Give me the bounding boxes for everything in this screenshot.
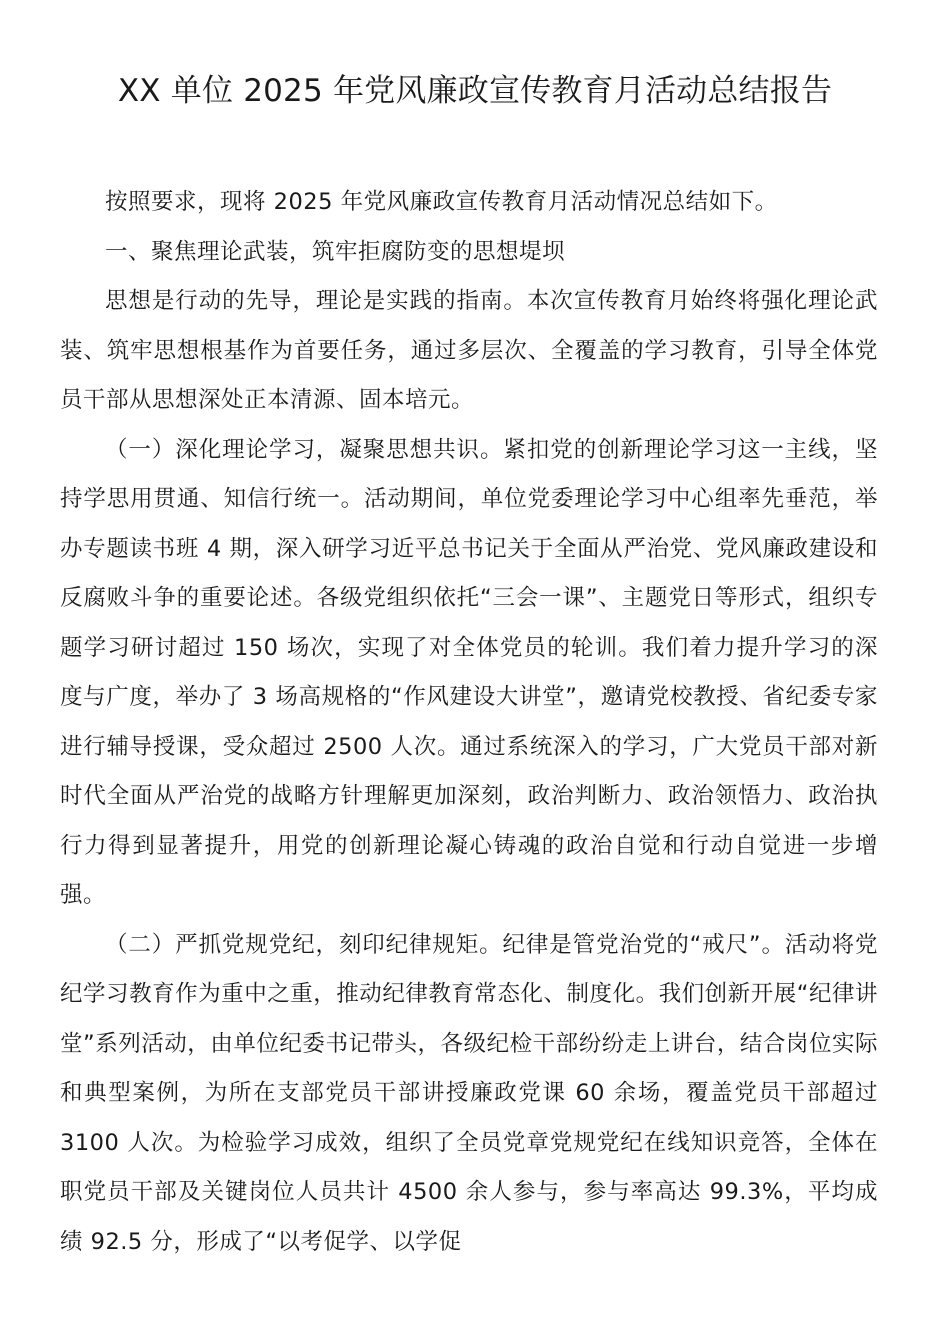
section-heading-1: 一、聚焦理论武装，筑牢拒腐防变的思想堤坝 xyxy=(105,238,566,265)
subsection-1-paragraph: （一）深化理论学习，凝聚思想共识。紧扣党的创新理论学习这一主线，坚持学思用贯通、知信行统一。活动期间，单位党委理论学习中心组率先垂范，举办专题读书班 4 期，深入研学习近平总书记关于全面从严治党、党风廉政建设和反腐败斗争的重要论述。各级党组织依托“三会一课”、主题党日等形式，组织专题学习研讨超过 150 场次，实现了对全体党员的轮训。我们着力提升学习的深度与广度，举办了 3 场高规格的“作风建设大讲堂”，邀请党校教授、省纪委专家进行辅导授课，受众超过 2500 人次。通过系统深入的学习，广大党员干部对新时代全面从严治党的战略方针理解更加深刻，政治判断力、政治领悟力、政治执行力得到显著提升，用党的创新理论凝心铸魂的政治自觉和行动自觉进一步增强。 xyxy=(60,436,878,908)
document-body xyxy=(60,178,878,1267)
intro-paragraph: 按照要求，现将 2025 年党风廉政宣传教育月活动情况总结如下。 xyxy=(105,189,778,215)
subsection-2-paragraph: （二）严抓党规党纪，刻印纪律规矩。纪律是管党治党的“戒尺”。活动将党纪学习教育作为重中之重，推动纪律教育常态化、制度化。我们创新开展“纪律讲堂”系列活动，由单位纪委书记带头，各级纪检干部纷纷走上讲台，结合岗位实际和典型案例，为所在支部党员干部讲授廉政党课 60 余场，覆盖党员干部超过 3100 人次。为检验学习成效，组织了全员党章党规党纪在线知识竞答，全体在职党员干部及关键岗位人员共计 4500 余人参与，参与率高达 99.3%，平均成绩 92.5 分，形成了“以考促学、以学促 xyxy=(60,931,878,1255)
section-1-paragraph: 思想是行动的先导，理论是实践的指南。本次宣传教育月始终将强化理论武装、筑牢思想根基作为首要任务，通过多层次、全覆盖的学习教育，引导全体党员干部从思想深处正本清源、固本培元。 xyxy=(60,288,878,413)
document-title: XX 单位 2025 年党风廉政宣传教育月活动总结报告 xyxy=(117,73,833,109)
